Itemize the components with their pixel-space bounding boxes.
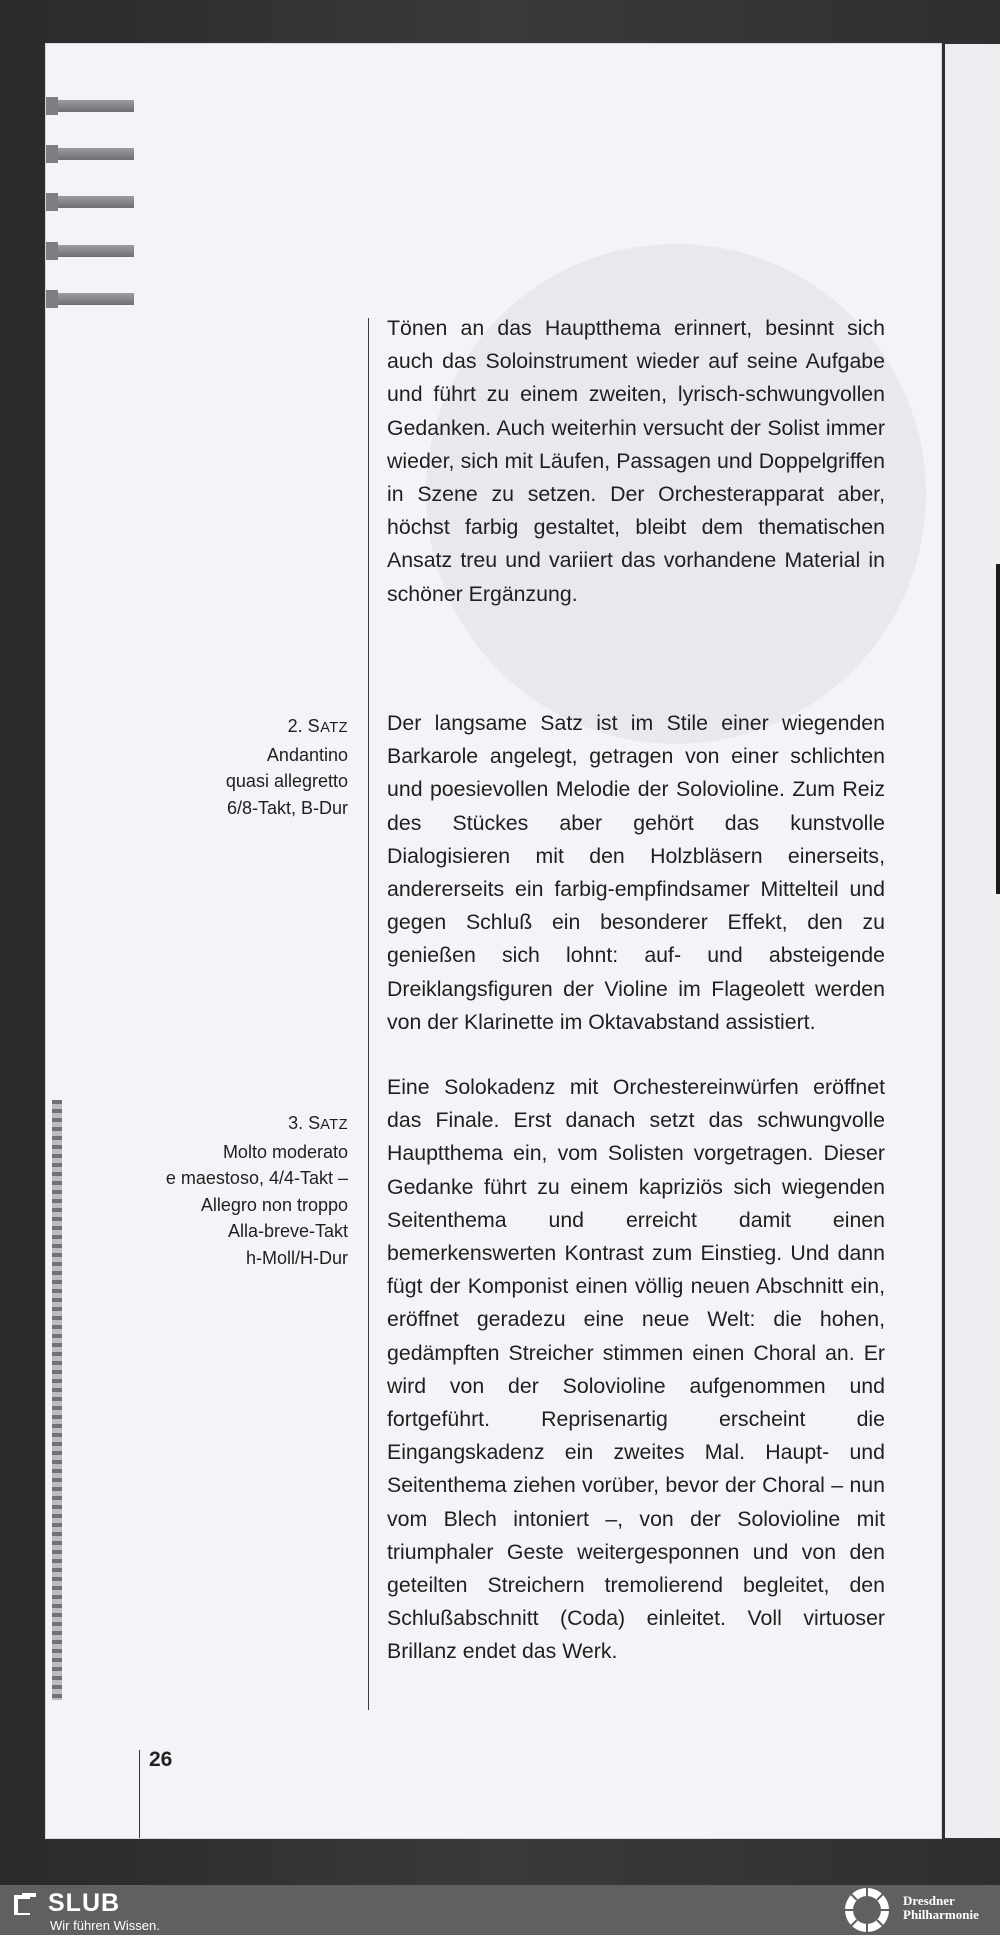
page-number: 26 <box>149 1748 173 1771</box>
footer-bar <box>0 1885 1000 1935</box>
register-tab <box>50 148 134 160</box>
register-tab <box>50 196 134 208</box>
movement-3-line-2: e maestoso, 4/4-Takt – <box>165 1168 348 1188</box>
facing-page-edge <box>945 44 1000 1838</box>
register-tab <box>50 245 134 257</box>
movement-2-heading: 2. SATZ <box>287 716 348 736</box>
movement-3-line-5: h-Moll/H-Dur <box>245 1247 348 1268</box>
register-tab <box>50 293 134 305</box>
dresdner-philharmonie-logo-icon <box>840 1886 894 1934</box>
satz-smallcaps: ATZ <box>320 720 348 736</box>
movement-3-line-4: Alla-breve-Takt <box>227 1221 348 1241</box>
dresdner-philharmonie-label: Dresdner Philharmonie <box>903 1893 979 1922</box>
movement-3-heading: 3. SATZ <box>288 1113 348 1133</box>
paragraph-3: Eine Solokadenz mit Orchestereinwürfen eröffnet das Finale. Erst danach setzt das schwungvolle Hauptthema ein, vom Solisten vorgetragen. Dieser Gedanke führt zu einem kapriziös sich wiegenden Seitenthema und erreicht damit einen bemerkenswerten Kontrast zum Einstieg. Und dann fügt der Komponist einen völlig neuen Abschnitt ein, eröffnet geradezu eine neue Welt: die hohen, gedämpften Streicher stimmen einen Choral an. Er wird von der Solovioline aufgenommen und fortgeführt. Reprisenartig erscheint die Eingangskadenz ein zweites Mal. Haupt- und Seitenthema ziehen vorüber, bevor der Choral – nun vom Blech intoniert –, von der Solovioline mit triumphaler Geste weitergesponnen und von den geteilten Streichern tremolierend begleitet, den Schlußabschnitt (Coda) einleitet. Voll virtuoser Brillanz endet das Werk. <box>387 1075 885 1664</box>
page-number-rule <box>139 1750 140 1838</box>
movement-2-tempo-2: quasi allegretto <box>225 771 348 791</box>
movement-3-info <box>96 1110 348 1271</box>
slub-tagline: Wir führen Wissen. <box>50 1918 160 1933</box>
movement-2-info <box>96 713 348 821</box>
register-tab <box>50 100 134 112</box>
satz-label: SATZ <box>308 1113 348 1133</box>
slub-logo-icon <box>14 1893 36 1917</box>
satz-label: SATZ <box>307 716 348 736</box>
binding-edge <box>52 1100 62 1700</box>
facing-page-mark <box>996 564 1000 894</box>
paragraph-2: Der langsame Satz ist im Stile einer wiegenden Barkarole angelegt, getragen von einer schlichten und poesievollen Melodie der Solovioline. Zum Reiz des Stückes aber gehört das kunstvolle Dialogisieren mit den Holzbläsern einerseits, andererseits ein farbig-empfindsamer Mittelteil und gegen Schluß ein besonderer Effekt, den zu genießen sich lohnt: auf- und absteigende Dreiklangsfiguren der Violine im Flageolett werden von der Klarinette im Oktavabstand assistiert. <box>387 711 885 1034</box>
movement-3-line-1: Molto moderato <box>222 1141 348 1162</box>
column-divider <box>368 318 369 1710</box>
satz-smallcaps: ATZ <box>320 1117 348 1133</box>
paragraph-1: Tönen an das Hauptthema erinnert, besinnt sich auch das Soloinstrument wieder auf seine Aufgabe und führt zu einem zweiten, lyrisch-schwungvollen Gedanken. Auch weiterhin versucht der Solist immer wieder, sich mit Läufen, Passagen und Doppelgriffen in Szene zu setzen. Der Orchesterapparat aber, höchst farbig gestaltet, bleibt dem thematischen Ansatz treu und variiert das vorhandene Material in schöner Ergänzung. <box>387 316 885 606</box>
movement-2-tempo-1: Andantino <box>266 744 348 765</box>
movement-3-line-3: Allegro non troppo <box>200 1194 348 1215</box>
slub-name: SLUB <box>48 1889 121 1917</box>
movement-2-meter-key: 6/8-Takt, B-Dur <box>226 797 348 818</box>
